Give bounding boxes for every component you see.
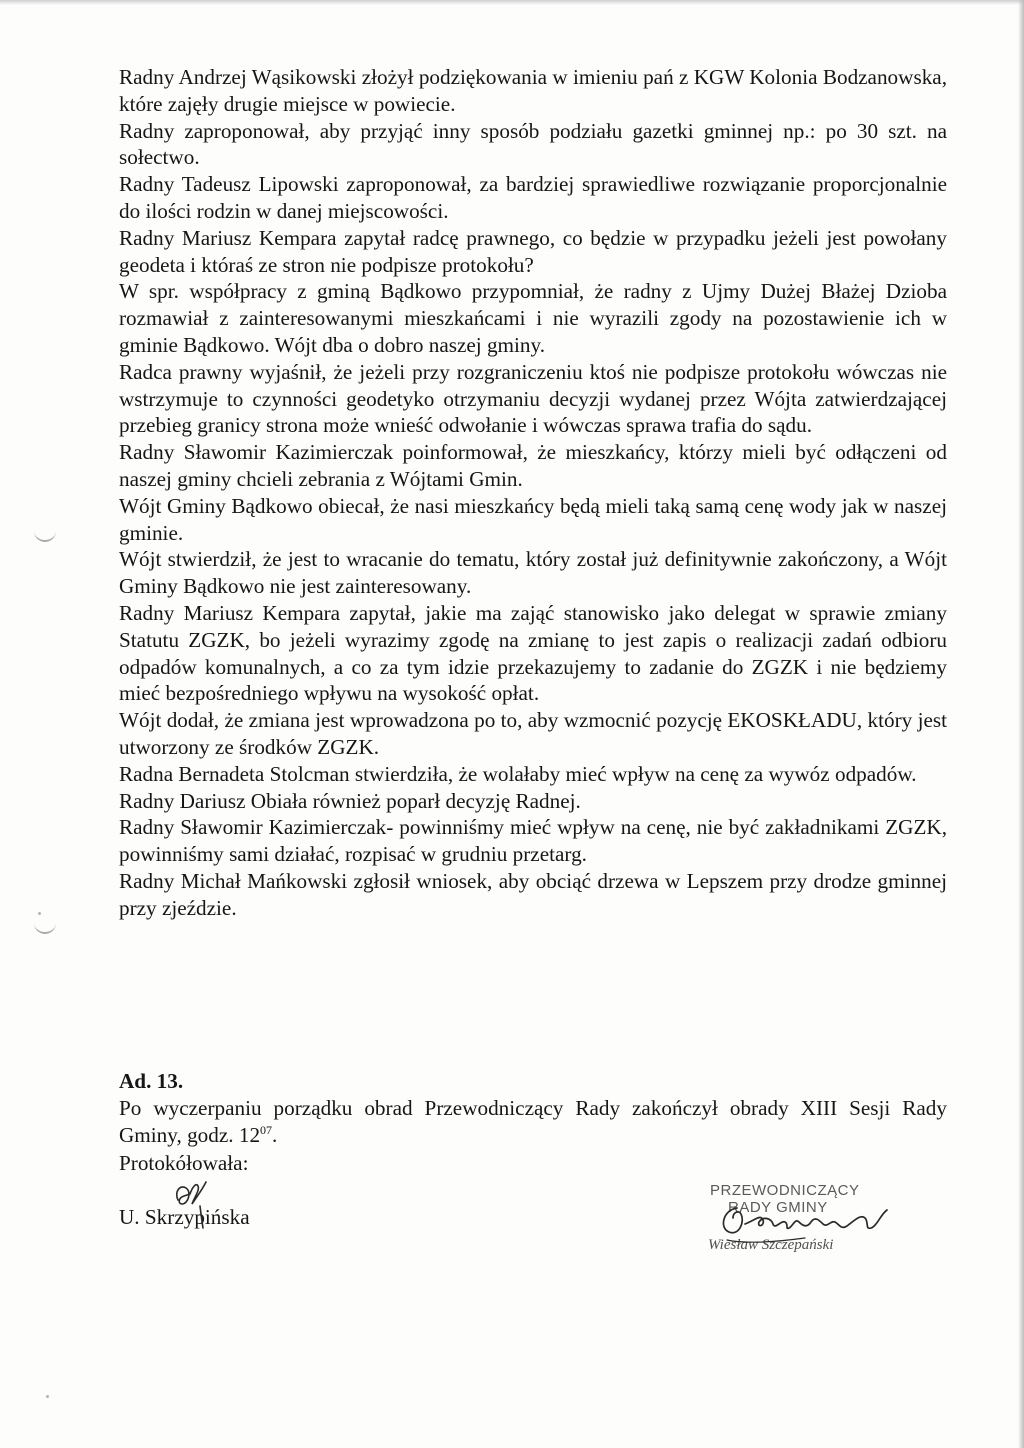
paragraph: Radny zaproponował, aby przyjąć inny sposób podziału gazetki gminnej np.: po 30 szt. na sołectwo. xyxy=(119,118,947,170)
paragraph: Wójt Gminy Bądkowo obiecał, że nasi mieszkańcy będą mieli taką samą cenę wody jak w naszej gminie. xyxy=(119,493,947,545)
closing-period: . xyxy=(272,1122,278,1147)
paragraph: Radny Tadeusz Lipowski zaproponował, za bardziej sprawiedliwe rozwiązanie proporcjonalnie do ilości rodzin w danej miejscowości. xyxy=(119,172,947,223)
agenda-item-heading: Ad. 13. xyxy=(119,1069,184,1093)
paragraph: Radny Sławomir Kazimierczak- powinniśmy mieć wpływ na cenę, nie być zakładnikami ZGZK, powinniśmy sami działać, rozpisać w grudniu przetarg. xyxy=(119,815,947,867)
closing-time-minutes: 07 xyxy=(260,1122,273,1137)
recorder-initials-signature xyxy=(170,1170,240,1230)
scan-speck xyxy=(38,912,41,915)
chairman-signature xyxy=(715,1200,895,1250)
punch-hole-mark xyxy=(34,920,56,934)
recorder-name: U. Skrzypińska xyxy=(119,1205,250,1229)
scan-speck xyxy=(46,1395,49,1398)
scan-top-edge xyxy=(0,0,1024,5)
scan-right-edge xyxy=(1018,0,1024,1448)
stamp-subtitle: RADY GMINY xyxy=(728,1199,828,1216)
paragraph: Radny Sławomir Kazimierczak poinformował, że mieszkańcy, którzy mieli być odłączeni od naszej gminy chcieli zebrania z Wójtami Gmin. xyxy=(119,440,947,491)
paragraph: Radna Bernadeta Stolcman stwierdziła, że wolałaby mieć wpływ na cenę za wywóz odpadów. xyxy=(119,761,917,786)
paragraph: Wójt stwierdził, że jest to wracanie do tematu, który został już definitywnie zakończony, a Wójt Gminy Bądkowo nie jest zainteresowany. xyxy=(119,547,947,599)
stamp-name: Wiesław Szczepański xyxy=(708,1237,834,1253)
paragraph: Radny Dariusz Obiała również poparł decyzję Radnej. xyxy=(119,788,581,813)
closing-text: Po wyczerpaniu porządku obrad Przewodniczący Rady zakończył obrady XIII Sesji Rady Gminy, godz. 12 xyxy=(119,1095,947,1147)
paragraph: W spr. współpracy z gminą Bądkowo przypomniał, że radny z Ujmy Dużej Błażej Dzioba rozmawiał z zainteresowanymi mieszkańcami i nie wyrazili zgody na pozostawienie ich w gminie Bądkowo. Wójt dba o dobro naszej gminy. xyxy=(119,279,947,357)
closing-statement xyxy=(119,1095,947,1149)
paragraph: Radca prawny wyjaśnił, że jeżeli przy rozgraniczeniu ktoś nie podpisze protokołu wówczas nie wstrzymuje to czynności geodetyko otrzymaniu decyzji wydanej przez Wójta zatwierdzającej przebieg granicy strona może wnieść odwołanie i wówczas sprawa trafia do sądu. xyxy=(119,359,947,438)
protocol-label: Protokółowała: xyxy=(119,1151,249,1175)
stamp-title: PRZEWODNICZĄCY xyxy=(710,1182,860,1199)
paragraph: Radny Mariusz Kempara zapytał, jakie ma zająć stanowisko jako delegat w sprawie zmiany Statutu ZGZK, bo jeżeli wyrazimy zgodę na zmianę to jest zapis o realizacji zadań odbioru odpadów komunalnych, a co za tym idzie przekazujemy to zadanie do ZGZK i nie będziemy mieć bezpośredniego wpływu na wysokość opłat. xyxy=(119,600,947,706)
punch-hole-mark xyxy=(34,528,56,542)
paragraph: Radny Michał Mańkowski zgłosił wniosek, aby obciąć drzewa w Lepszem przy drodze gminnej przy zjeździe. xyxy=(119,868,947,920)
paragraph: Wójt dodał, że zmiana jest wprowadzona po to, aby wzmocnić pozycję EKOSKŁADU, który jest utworzony ze środków ZGZK. xyxy=(119,708,947,759)
agenda-item-13 xyxy=(119,1068,947,1148)
paragraph: Radny Mariusz Kempara zapytał radcę prawnego, co będzie w przypadku jeżeli jest powołany geodeta i któraś ze stron nie podpisze protokołu? xyxy=(119,225,947,277)
paragraph: Radny Andrzej Wąsikowski złożył podziękowania w imieniu pań z KGW Kolonia Bodzanowska, które zajęły drugie miejsce w powiecie. xyxy=(119,65,947,116)
minutes-body xyxy=(119,64,947,922)
